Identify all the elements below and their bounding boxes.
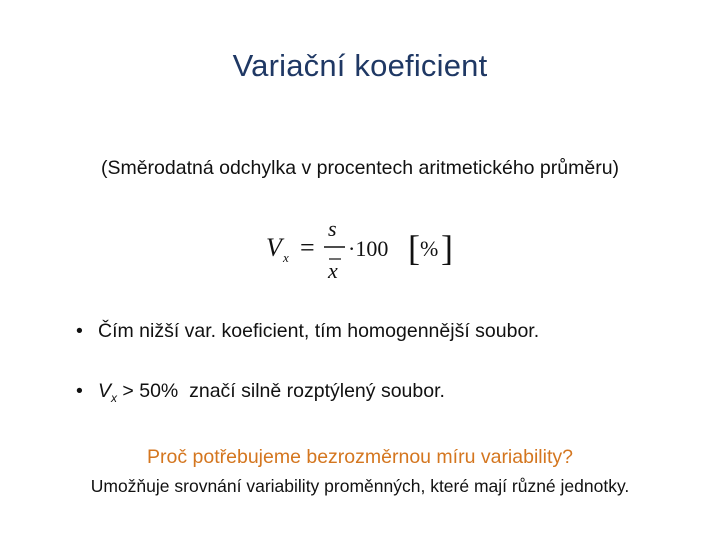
question-text: Proč potřebujeme bezrozměrnou míru variability? [147,446,573,468]
right-bracket: ] [441,228,453,268]
left-bracket: [ [408,228,420,268]
bullet-homogeneity [76,320,539,343]
bullet-text: > 50% značí silně rozptýlený soubor. [117,380,445,402]
bullet-text: Čím nižší var. koeficient, tím homogennější soubor. [98,320,540,342]
formula-lhs-subscript: x [283,250,289,265]
slide-title: Variační koeficient [232,48,488,83]
vx-subscript: x [111,390,118,405]
formula-unit: % [420,236,439,261]
formula-multiplier: ·100 [348,236,389,261]
slide-subtitle: (Směrodatná odchylka v procentech aritmetického průměru) [100,157,620,179]
bullet-marker: • [76,320,83,342]
variation-coefficient-formula [262,216,462,286]
formula-lhs-symbol: V [266,233,282,262]
formula-equals: = [300,233,315,262]
formula-svg [262,216,462,286]
formula-denominator: x [328,258,338,283]
bullet-dispersion [76,380,445,405]
bullet-marker: • [76,380,83,402]
formula-numerator: s [328,216,337,241]
vx-symbol: $V_x$ [98,380,118,405]
answer-text: Umožňuje srovnání variability proměnných, které mají různé jednotky. [90,476,630,496]
